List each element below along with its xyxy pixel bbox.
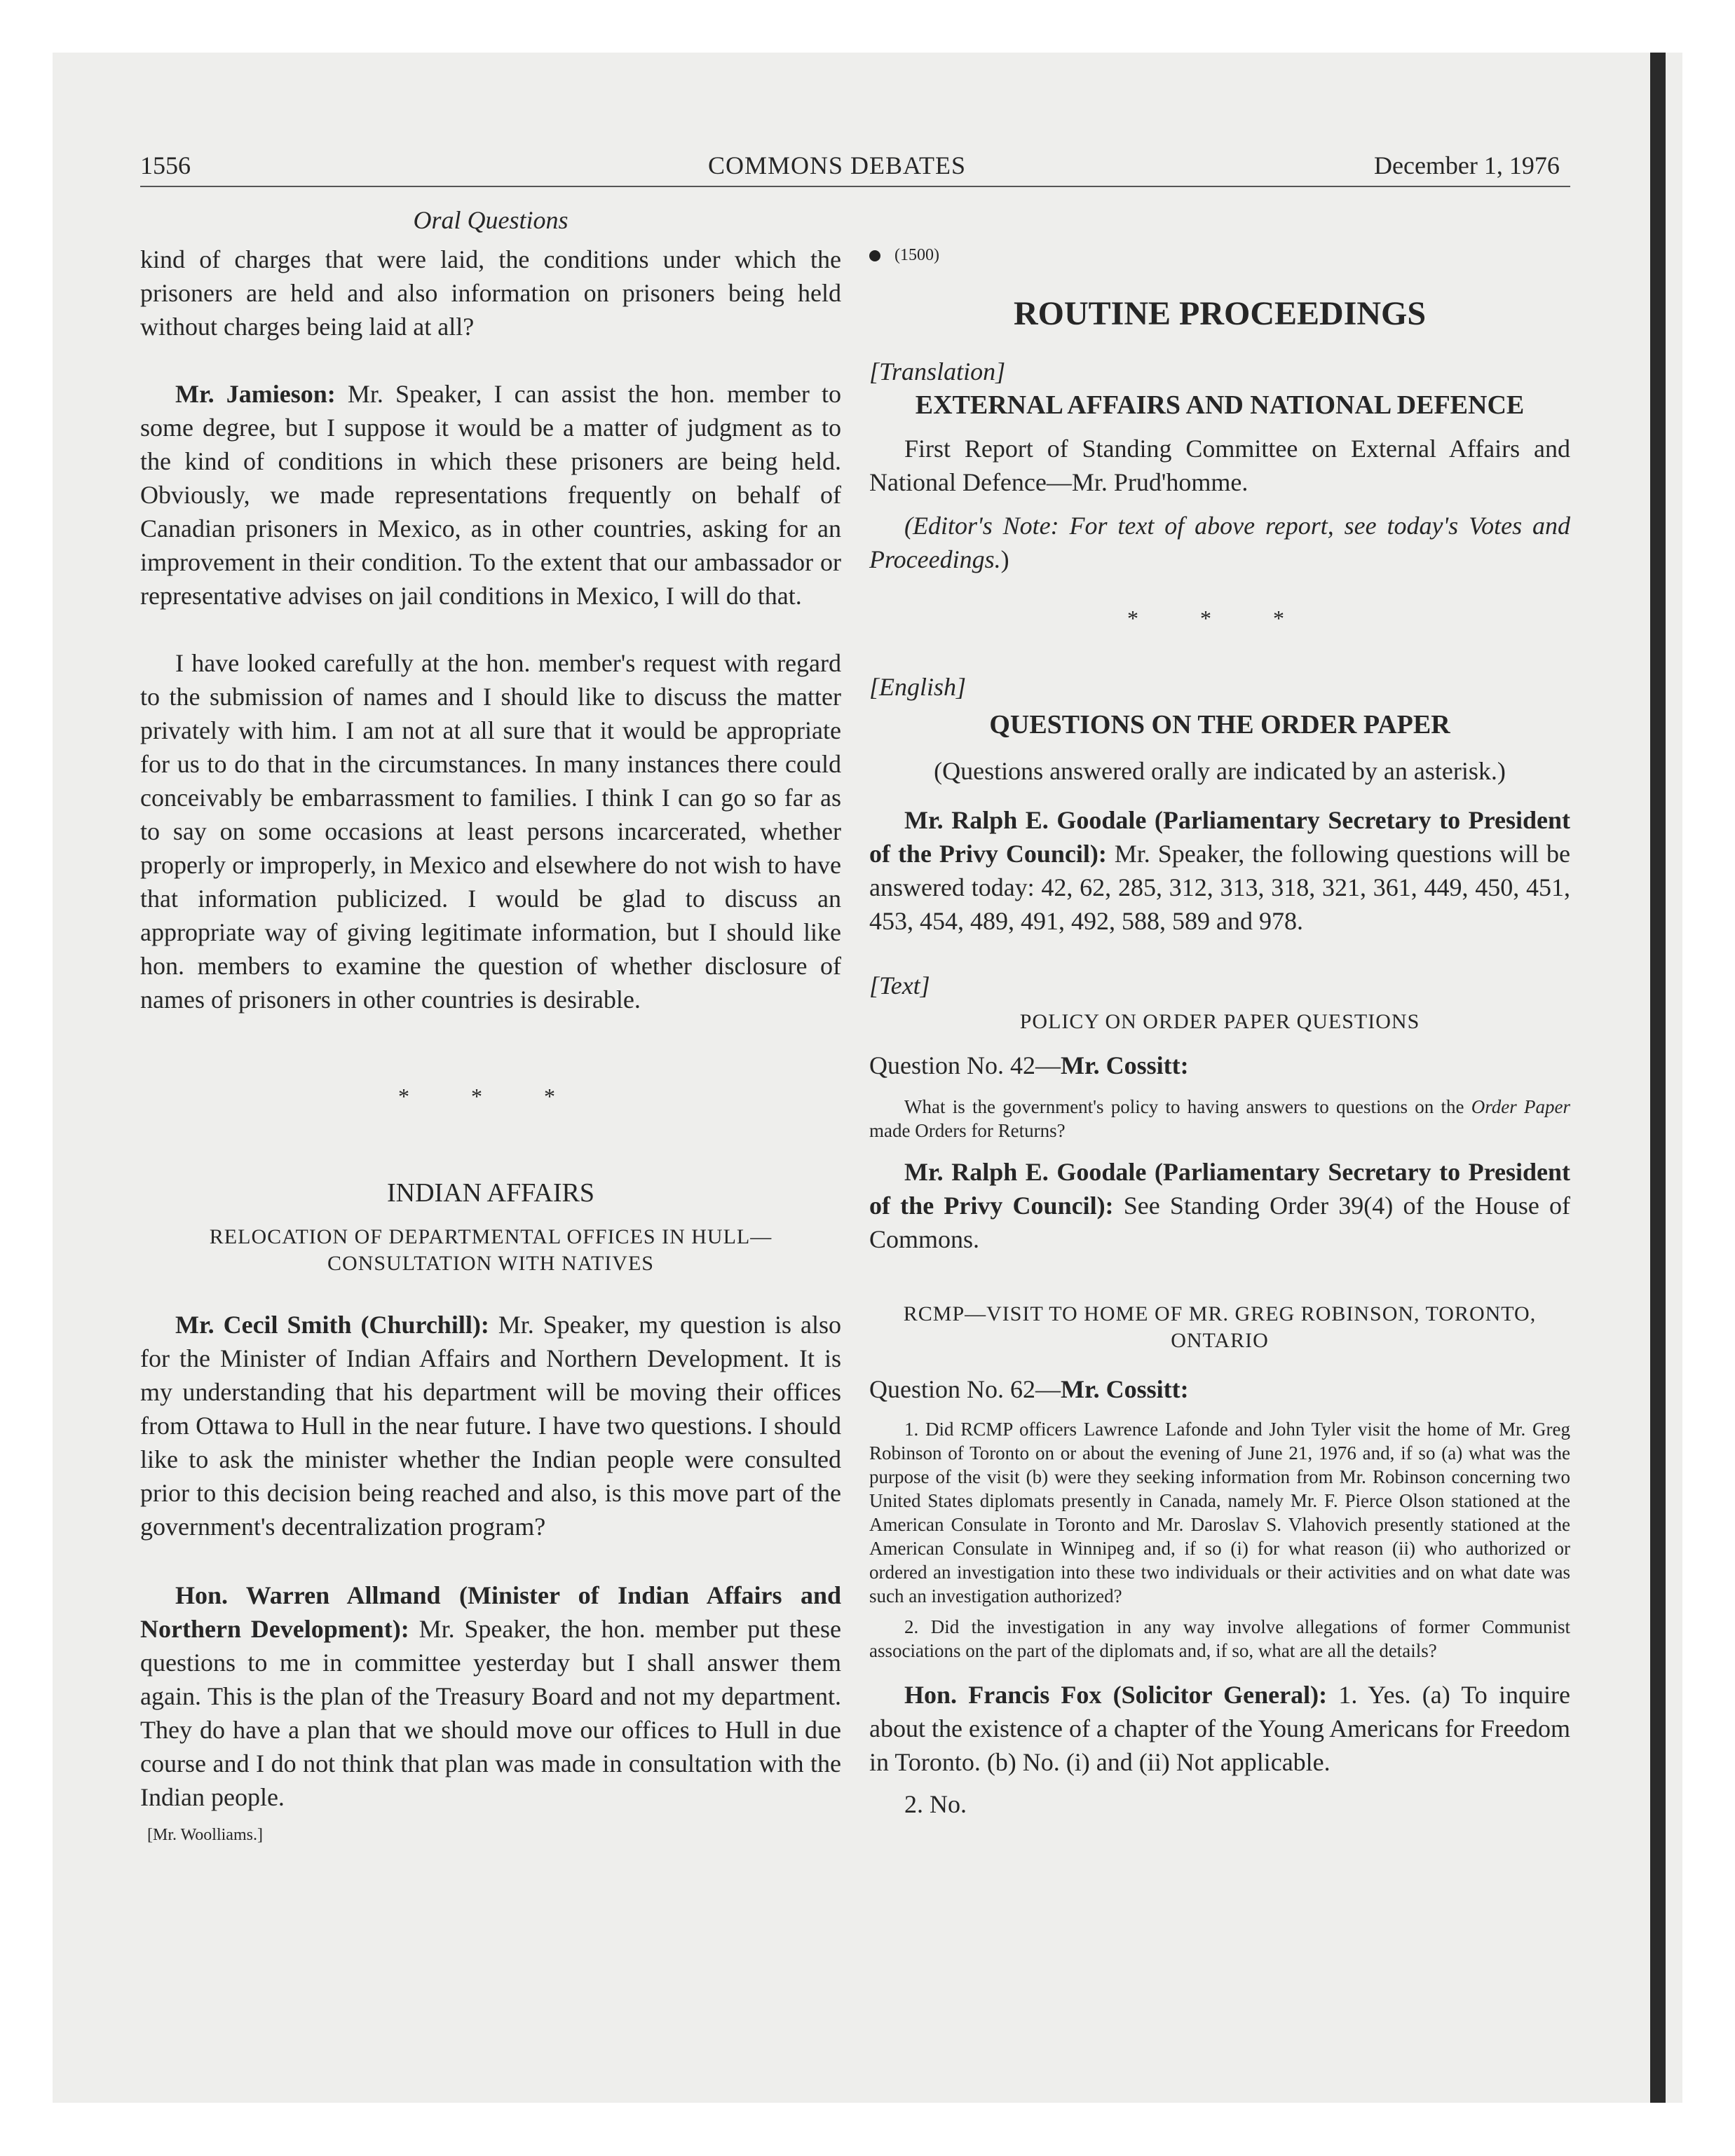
section-separator: * * * [398,1084,583,1109]
speaker-name: Mr. Ralph E. Goodale (Parliamentary Secretary to President of the Privy Council): [869,806,1570,868]
speech-text: Mr. Speaker, I can assist the hon. member to some degree, but I suppose it would be a matter of judgment as to the kind of conditions in which these prisoners are being held. Obviously, we made representations frequently on behalf of Canadian prisoners in Mexico, as in other countries, asking for an improvement in their condition. To the extent that our ambassador or representative advises on jail conditions in Mexico, I will do that. [140,380,842,610]
header-rule [140,186,1570,187]
question-text: What is the government's policy to having answers to questions on the Order Paper made Orders for Returns? [869,1096,1570,1141]
text-marker: [Text] [869,971,930,999]
paragraph: First Report of Standing Committee on External Affairs and National Defence—Mr. Prud'homme. [869,435,1570,496]
question-text: 2. Did the investigation in any way involve allegations of former Communist associations on the part of the diplomats and, if so, what are all the details? [869,1616,1570,1661]
section-heading: QUESTIONS ON THE ORDER PAPER [989,710,1450,739]
issue-date: December 1, 1976 [1374,151,1560,179]
paragraph [140,377,841,613]
question-text: 1. Did RCMP officers Lawrence Lafonde and John Tyler visit the home of Mr. Greg Robinson of Toronto on or about the evening of June 21, 1976 and, if so (a) what was the purpose of the visit (b) were they seeking information from Mr. Robinson concerning two United States diplomats presently in Canada, namely Mr. F. Pierce Olson stationed at the American Consulate in Toronto and Mr. Daroslav S. Vlahovich presently stationed at the American Consulate in Winnipeg and, if so (i) for what reason (ii) who authorized or ordered an investigation into these two individuals or their activities and on what date was such an investigation authorized? [869,1419,1570,1606]
language-marker: [Translation] [869,357,1006,386]
section-subheading: RELOCATION OF DEPARTMENTAL OFFICES IN HULL— CONSULTATION WITH NATIVES [209,1225,773,1275]
question-heading: POLICY ON ORDER PAPER QUESTIONS [1019,1010,1420,1033]
page-number: 1556 [140,151,191,179]
speech-text: 1. Yes. (a) To inquire about the existence of a chapter of the Young Americans for Freedom in Toronto. (b) No. (i) and (ii) Not applicable. [869,1681,1570,1776]
question-heading: RCMP—VISIT TO HOME OF MR. GREG ROBINSON, TORONTO, ONTARIO [903,1302,1537,1352]
paragraph: (Questions answered orally are indicated by an asterisk.) [934,757,1506,785]
speech-text: Mr. Speaker, the hon. member put these questions to me in committee yesterday but I shall answer them again. This is the plan of the Treasury Board and not my department. They do have a plan that we should move our offices to Hull in due course and I do not think that plan was made in consultation with the Indian people. [140,1615,841,1811]
publication-title: COMMONS DEBATES [708,151,967,179]
paragraph: 2. No. [904,1790,967,1818]
paragraph: kind of charges that were laid, the conditions under which the prisoners are held and also information on prisoners being held without charges being laid at all? [140,245,841,341]
question-label: Question No. 62—Mr. Cossitt: [869,1375,1189,1403]
speaker-name: Mr. Ralph E. Goodale (Parliamentary Secretary to President of the Privy Council): [869,1158,1570,1220]
section-heading: INDIAN AFFAIRS [387,1178,594,1208]
language-marker: [English] [869,673,967,701]
speaker-name: Mr. Cecil Smith (Churchill): [175,1311,489,1339]
paragraph [140,1308,841,1543]
paragraph [869,1155,1570,1256]
right-column [869,203,1570,1821]
speaker-name: Mr. Jamieson: [175,380,336,408]
time-marker: (1500) [869,238,1570,272]
speaker-name: Hon. Warren Allmand (Minister of Indian Affairs and Northern Development): [140,1581,841,1643]
bullet-icon [869,250,880,261]
scan-edge [1650,53,1666,2103]
speech-text: See Standing Order 39(4) of the House of Commons. [869,1192,1570,1253]
question-label: Question No. 42—Mr. Cossitt: [869,1051,1189,1079]
editor-note: (Editor's Note: For text of above report, see today's Votes and Proceedings.) [869,512,1570,573]
left-column [140,203,841,1852]
speech-text: Mr. Speaker, my question is also for the Minister of Indian Affairs and Northern Development. It is my understanding that his department will be moving their offices from Ottawa to Hull in the near future. I have two questions. I should like to ask the minister whether the Indian people were consulted prior to this decision being reached and also, is this move part of the government's decentralization program? [140,1311,841,1541]
section-separator: * * * [1127,606,1312,631]
paragraph [869,1678,1570,1779]
footer-note: [Mr. Woolliams.] [147,1826,263,1844]
paragraph: I have looked carefully at the hon. member's request with regard to the submission of names and I should like to discuss the matter privately with him. I am not at all sure that it would be appropriate for us to do that in the circumstances. In many instances there could conceivably be embarrassment to families. I think I can go so far as to say on some occasions at least persons incarcerated, whether properly or improperly, in Mexico and elsewhere do not wish to have that information publicized. I would be glad to discuss an appropriate way of giving legitimate information, but I should like hon. members to examine the question of whether disclosure of names of prisoners in other countries is desirable. [140,649,841,1014]
section-heading: ROUTINE PROCEEDINGS [1013,295,1427,332]
speaker-name: Hon. Francis Fox (Solicitor General): [904,1681,1328,1709]
paragraph [140,1578,841,1814]
speech-text: Mr. Speaker, the following questions will be answered today: 42, 62, 285, 312, 313, 318, 321, 361, 449, 450, 451, 453, 454, 489, 491, 492, 588, 589 and 978. [869,840,1570,935]
paragraph [869,803,1570,938]
running-head: Oral Questions [413,206,569,234]
subsection-heading: EXTERNAL AFFAIRS AND NATIONAL DEFENCE [915,390,1525,420]
